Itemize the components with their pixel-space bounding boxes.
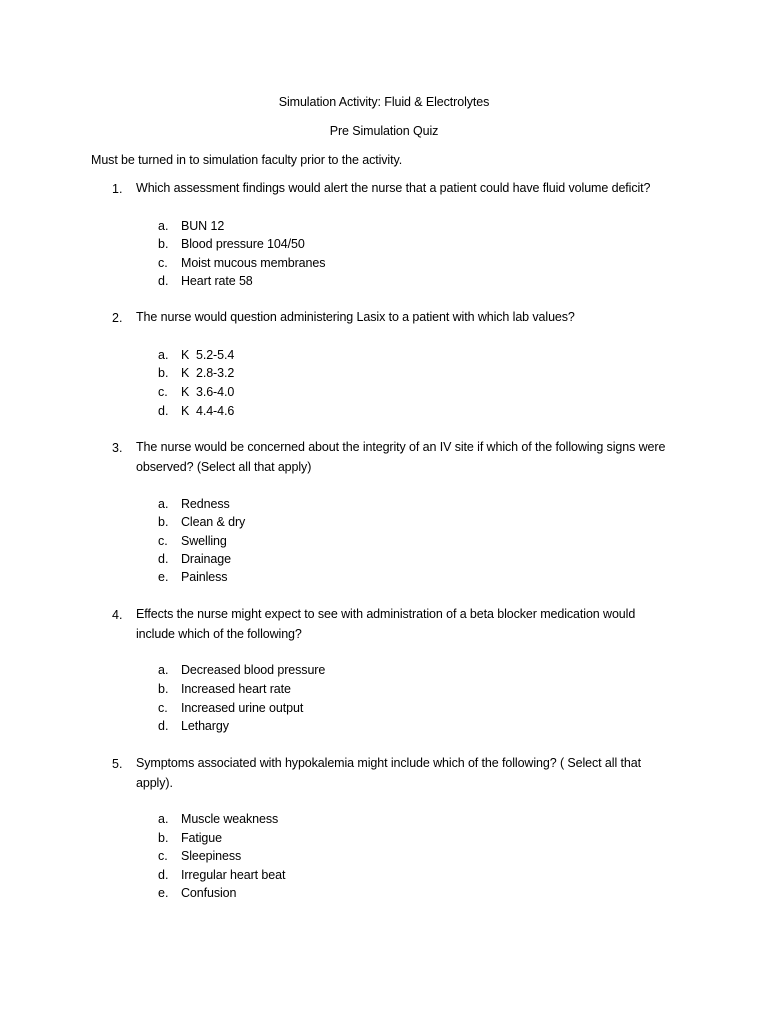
question-number: 1. <box>112 182 123 196</box>
option-text: Irregular heart beat <box>181 868 286 882</box>
option-text: K 3.6-4.0 <box>181 385 235 399</box>
option-letter: a. <box>158 219 169 233</box>
option-letter: d. <box>158 274 169 288</box>
option-letter: d. <box>158 719 169 733</box>
option-letter: d. <box>158 552 169 566</box>
question-text: Effects the nurse might expect to see with administration of a beta blocker medication would include which of the following? <box>136 607 636 641</box>
option-letter: b. <box>158 515 169 529</box>
option-text: Increased urine output <box>181 701 304 715</box>
option-text: Blood pressure 104/50 <box>181 237 305 251</box>
option-letter: c. <box>158 701 168 715</box>
option-letter: a. <box>158 497 169 511</box>
option-letter: e. <box>158 570 169 584</box>
option-text: Moist mucous membranes <box>181 256 326 270</box>
option-text: Sleepiness <box>181 849 242 863</box>
question-text: The nurse would be concerned about the integrity of an IV site if which of the following signs were observed? (Select all that apply) <box>136 440 666 474</box>
question-text: Symptoms associated with hypokalemia might include which of the following? ( Select all that apply). <box>136 756 641 790</box>
option-letter: d. <box>158 868 169 882</box>
option-text: Increased heart rate <box>181 682 291 696</box>
option-letter: a. <box>158 348 169 362</box>
option-letter: b. <box>158 682 169 696</box>
question-number: 2. <box>112 311 123 325</box>
option-letter: c. <box>158 385 168 399</box>
option-text: Drainage <box>181 552 231 566</box>
option-letter: c. <box>158 256 168 270</box>
option-text: K 2.8-3.2 <box>181 366 235 380</box>
instructions: Must be turned in to simulation faculty prior to the activity. <box>91 153 403 167</box>
document-title: Simulation Activity: Fluid & Electrolytes <box>278 95 490 109</box>
question-text: Which assessment findings would alert the nurse that a patient could have fluid volume deficit? <box>136 181 651 195</box>
option-text: Swelling <box>181 534 227 548</box>
option-text: BUN 12 <box>181 219 225 233</box>
option-text: Fatigue <box>181 831 222 845</box>
option-letter: b. <box>158 831 169 845</box>
option-letter: c. <box>158 534 168 548</box>
option-text: Decreased blood pressure <box>181 663 326 677</box>
option-text: Redness <box>181 497 230 511</box>
option-text: Heart rate 58 <box>181 274 253 288</box>
option-letter: d. <box>158 404 169 418</box>
option-letter: b. <box>158 366 169 380</box>
option-letter: a. <box>158 812 169 826</box>
option-text: Painless <box>181 570 228 584</box>
option-letter: e. <box>158 886 169 900</box>
question-number: 5. <box>112 757 123 771</box>
document-subtitle: Pre Simulation Quiz <box>329 124 439 138</box>
option-text: Muscle weakness <box>181 812 279 826</box>
option-text: Confusion <box>181 886 237 900</box>
option-text: K 4.4-4.6 <box>181 404 235 418</box>
option-letter: c. <box>158 849 168 863</box>
option-text: Clean & dry <box>181 515 246 529</box>
option-text: K 5.2-5.4 <box>181 348 235 362</box>
question-number: 3. <box>112 441 123 455</box>
option-letter: a. <box>158 663 169 677</box>
question-text: The nurse would question administering Lasix to a patient with which lab values? <box>136 310 575 324</box>
option-text: Lethargy <box>181 719 229 733</box>
question-number: 4. <box>112 608 123 622</box>
option-letter: b. <box>158 237 169 251</box>
